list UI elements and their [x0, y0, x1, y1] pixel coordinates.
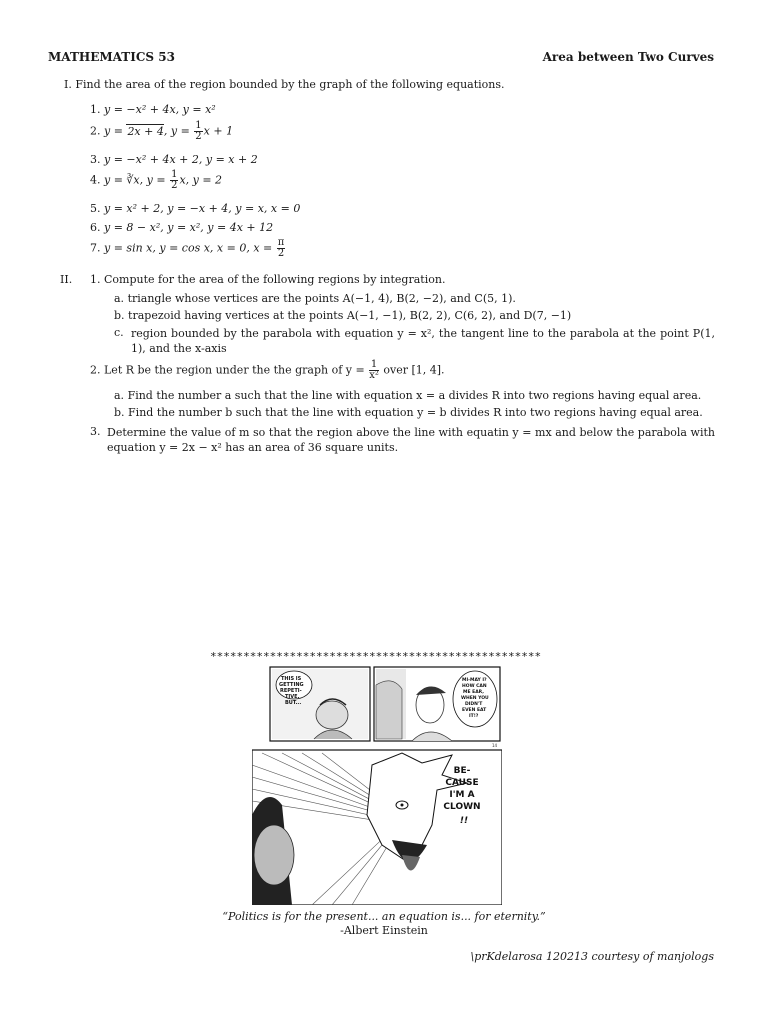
svg-text:I'M A: I'M A	[449, 790, 475, 800]
comic-panel-2	[374, 667, 500, 741]
part2-q1: 1. Compute for the area of the following regions by integration.	[90, 273, 446, 286]
svg-text:CAUSE: CAUSE	[445, 778, 479, 788]
panel1-speech: THIS IS	[281, 676, 302, 682]
part2-q3-marker: 3.	[90, 425, 101, 438]
part2-q2-b: b. Find the number b such that the line with equation y = b divides R into two regions having equal area.	[114, 406, 703, 419]
quote-author: -Albert Einstein	[340, 924, 428, 937]
part1-item-3: 3. y = −x² + 4x + 2, y = x + 2	[90, 153, 258, 166]
panel3-speech: BE-	[453, 766, 471, 776]
svg-text:GETTING: GETTING	[279, 682, 304, 688]
svg-text:EVEN EAT: EVEN EAT	[462, 708, 487, 713]
svg-text:WHEN YOU: WHEN YOU	[461, 696, 489, 701]
comic-page-number: 14	[492, 743, 498, 748]
part1-item-1: 1. y = −x² + 4x, y = x²	[90, 103, 216, 116]
credit-line: \prKdelarosa 120213 courtesy of manjologs	[470, 950, 714, 963]
einstein-quote: “Politics is for the present... an equation is... for eternity.”	[222, 910, 546, 923]
part1-item-5: 5. y = x² + 2, y = −x + 4, y = x, x = 0	[90, 202, 301, 215]
svg-text:REPETI-: REPETI-	[280, 688, 302, 694]
topic-title: Area between Two Curves	[542, 50, 714, 64]
part2-q2-a: a. Find the number a such that the line with equation x = a divides R into two regions having equal area.	[114, 389, 702, 402]
part2-q1-c: region bounded by the parabola with equation y = x², the tangent line to the parabola at the point P(1, 1), and the x-axis	[131, 327, 715, 355]
svg-text:CLOWN: CLOWN	[443, 802, 481, 812]
part1-item-6: 6. y = 8 − x², y = x², y = 4x + 12	[90, 221, 274, 234]
manga-comic-image	[252, 665, 502, 905]
svg-text:TIVE.: TIVE.	[285, 694, 300, 700]
part2-q2: 2. Let R be the region under the the graph of y = $\frac{1}{\text{x²}}$ over [1, 4].	[90, 359, 445, 381]
part1-intro: I. Find the area of the region bounded by the graph of the following equations.	[64, 78, 505, 91]
part1-item-2: 2. y = 2x + 4, y = $\frac{1}{2}$ x + 1	[90, 120, 234, 142]
comic-panel-1	[270, 667, 370, 741]
svg-text:ME EAR,: ME EAR,	[463, 690, 484, 695]
comic-panel-3	[252, 750, 502, 905]
svg-text:IT!?: IT!?	[469, 714, 479, 719]
part2-q1-a: a. triangle whose vertices are the points A(−1, 4), B(2, −2), and C(5, 1).	[114, 292, 516, 305]
panel2-speech: MI-MAY I?	[462, 678, 487, 683]
course-title: MATHEMATICS 53	[48, 50, 175, 64]
part2-q3: Determine the value of m so that the region above the line with equatin y = mx and below the parabola with equation y = 2x − x² has an area of 36 square units.	[107, 426, 715, 454]
svg-text:DIDN'T: DIDN'T	[465, 702, 483, 707]
part1-item-7: 7. y = sin x, y = cos x, x = 0, x = $\frac{\pi}{2}$	[90, 237, 285, 259]
part1-item-4: 4. y = ∛x, y = $\frac{1}{2}$ x, y = 2	[90, 169, 223, 191]
part2-q1-b: b. trapezoid having vertices at the points A(−1, −1), B(2, 2), C(6, 2), and D(7, −1)	[114, 309, 572, 322]
part2-q1-c-marker: c.	[114, 326, 124, 339]
svg-text:BUT...: BUT...	[285, 700, 302, 706]
svg-text:HOW CAN: HOW CAN	[462, 684, 487, 689]
svg-text:!!: !!	[459, 816, 469, 826]
part2-label: II.	[60, 273, 73, 286]
star-divider: **************************************************	[210, 650, 542, 663]
